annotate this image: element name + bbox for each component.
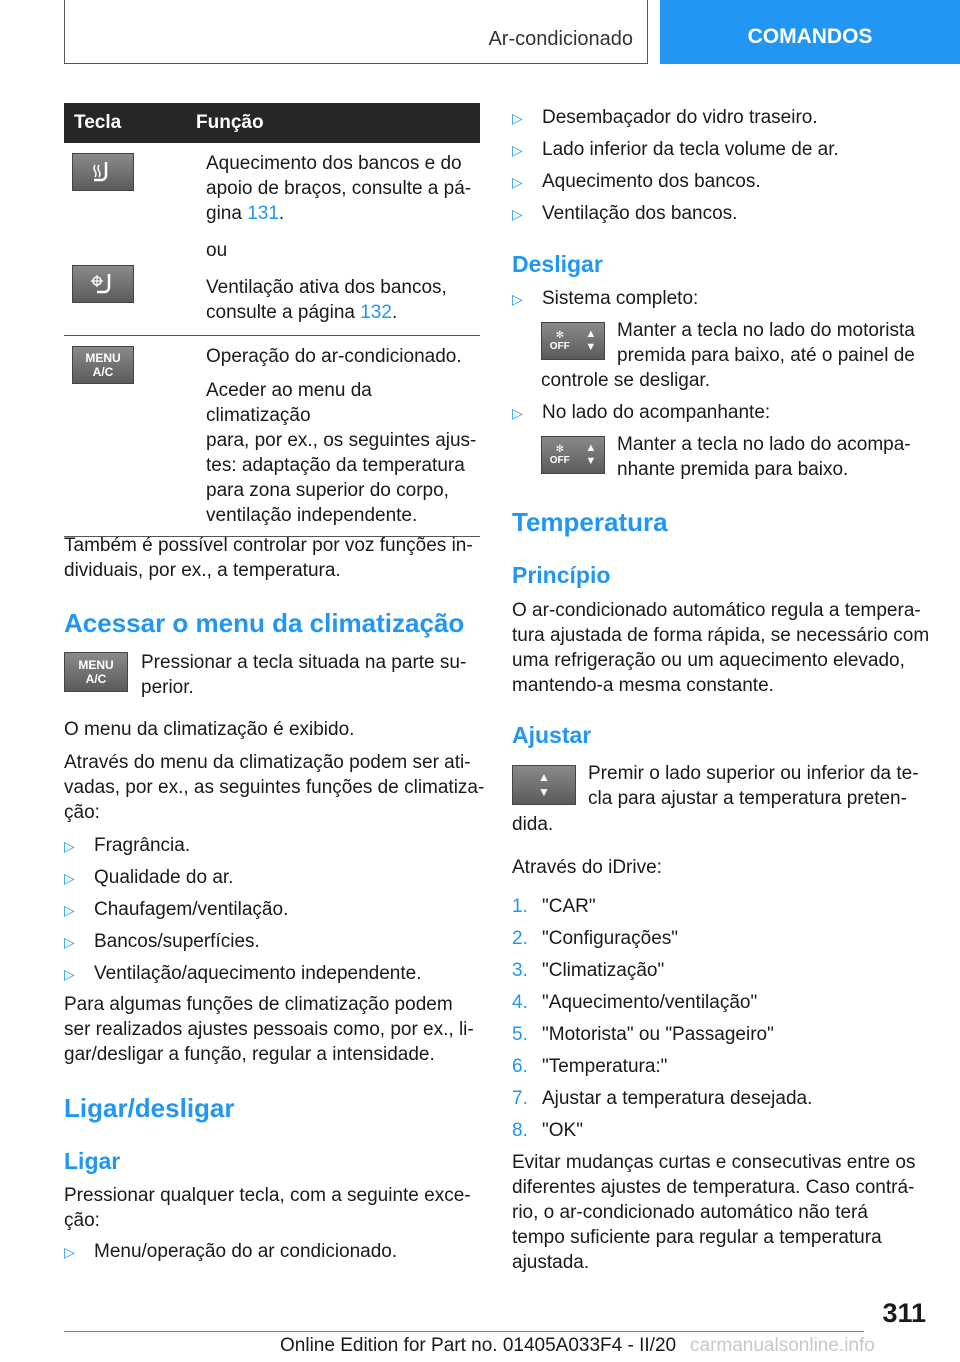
temperature-rocker-key-icon [512, 765, 576, 805]
arrow-up-icon: ▲ [538, 770, 550, 784]
arrow-down-icon: ▼ [538, 785, 550, 799]
seat-heating-key-icon [72, 153, 134, 191]
fan-icon: ✻ [555, 330, 564, 341]
list-item: ▷ Fragrância. [64, 833, 421, 865]
personal-settings-text: Para algumas funções de climatização podem ser realizados ajustes pessoais como, por ex., li- gar/desligar a função, regular a intensidade. [64, 994, 474, 1065]
list-item: ▷ Desembaçador do vidro traseiro. [512, 105, 839, 137]
footer-watermark: carmanualsonline.info [690, 1335, 875, 1356]
list-item: ▷ Qualidade do ar. [64, 865, 421, 897]
passenger-off-text: Manter a tecla no lado do acompa- nhante premida para baixo. [617, 434, 911, 480]
exception-list [512, 105, 839, 233]
adjust-text: Premir o lado superior ou inferior da te- cla para ajustar a temperatura preten- [588, 763, 919, 809]
table-row: MENU A/C Operação do ar-condicionado. Aceder ao menu da climatização para, por ex., os seguintes ajus- tes: adaptação da temperatura para zona superior do corpo, ventilação independente. [64, 336, 480, 537]
col-function-header: Função [186, 103, 480, 143]
arrow-up-icon: ▲ [585, 328, 597, 340]
page-number: 311 [882, 1298, 926, 1328]
row1b-text: Ventilação ativa dos bancos, consulte a página 132. [206, 277, 447, 323]
arrow-down-icon: ▼ [585, 341, 597, 353]
list-item: ▷ Aquecimento dos bancos. [512, 169, 839, 201]
or-text: ou [206, 240, 228, 261]
list-item: ▷ Lado inferior da tecla volume de ar. [512, 137, 839, 169]
fan-off-key-icon: ✻ OFF ▲ ▼ [541, 322, 605, 360]
list-item: 6. "Temperatura:" [512, 1056, 668, 1077]
list-item: 4. "Aquecimento/ventilação" [512, 992, 758, 1013]
triangle-bullet-icon: ▷ [512, 206, 523, 222]
triangle-bullet-icon: ▷ [64, 838, 75, 854]
heading-on-off: Ligar/desligar [64, 1093, 235, 1123]
list-item: 8. "OK" [512, 1120, 583, 1141]
triangle-bullet-icon: ▷ [512, 110, 523, 126]
menu-shown-text: O menu da climatização é exibido. [64, 719, 355, 740]
list-item: ▷ Menu/operação do ar condicionado. [64, 1239, 397, 1265]
heading-menu: Acessar o menu da climatização [64, 608, 465, 638]
triangle-bullet-icon: ▷ [64, 1244, 75, 1260]
final-text: Evitar mudanças curtas e consecutivas entre os diferentes ajustes de temperatura. Caso contrá- rio, o ar-condicionado automático não terá tempo suficiente para regular a temperatura ajustada. [512, 1152, 916, 1273]
footer-divider [64, 1331, 864, 1332]
section-title: Ar-condicionado [488, 28, 633, 50]
list-item: ▷ No lado do acompanhante: [512, 400, 770, 426]
menu-functions-text: Através do menu da climatização podem ser ati- vadas, por ex., as seguintes funções de climatiza- ção: [64, 752, 485, 823]
list-item: 3. "Climatização" [512, 960, 665, 981]
triangle-bullet-icon: ▷ [512, 405, 523, 421]
seat-ventilation-key-icon [72, 265, 134, 303]
triangle-bullet-icon: ▷ [512, 142, 523, 158]
heading-temperature: Temperatura [512, 507, 668, 537]
triangle-bullet-icon: ▷ [64, 870, 75, 886]
list-item: ▷ Ventilação/aquecimento independente. [64, 961, 421, 993]
list-item: ▷ Ventilação dos bancos. [512, 201, 839, 233]
list-item: ▷ Sistema completo: [512, 286, 698, 312]
on-text: Pressionar qualquer tecla, com a seguinte exce- ção: [64, 1185, 471, 1231]
list-item: ▷ Chaufagem/ventilação. [64, 897, 421, 929]
table-row [64, 143, 480, 336]
arrow-up-icon: ▲ [585, 442, 597, 454]
row2b-text: Aceder ao menu da climatização para, por ex., os seguintes ajus- tes: adaptação da temperatura para zona superior do corpo, ventilação independente. [206, 380, 477, 526]
heading-on: Ligar [64, 1148, 121, 1174]
steps-list [512, 894, 812, 1150]
key-table [64, 103, 480, 537]
menu-ac-key-icon: MENU A/C [64, 652, 128, 692]
list-item: 1. "CAR" [512, 896, 596, 917]
footer-edition: Online Edition for Part no. 01405A033F4 - II/20 [280, 1335, 677, 1356]
heading-principle: Princípio [512, 562, 611, 588]
adjust-text-cont: dida. [512, 814, 554, 835]
triangle-bullet-icon: ▷ [512, 291, 523, 307]
arrow-down-icon: ▼ [585, 455, 597, 467]
triangle-bullet-icon: ▷ [64, 902, 75, 918]
triangle-bullet-icon: ▷ [512, 174, 523, 190]
triangle-bullet-icon: ▷ [64, 934, 75, 950]
header-box [64, 0, 648, 64]
row1a-text: Aquecimento dos bancos e do apoio de braços, consulte a pá- gina 131. [206, 153, 472, 224]
heading-off: Desligar [512, 251, 603, 277]
list-item: 5. "Motorista" ou "Passageiro" [512, 1024, 774, 1045]
fan-icon: ✻ [555, 444, 564, 455]
function-list [64, 833, 421, 993]
driver-off-text-cont: controle se desligar. [541, 370, 710, 391]
list-item: 7. Ajustar a temperatura desejada. [512, 1088, 813, 1109]
fan-off-key-icon: ✻ OFF ▲ ▼ [541, 436, 605, 474]
menu-ac-key-icon: MENU A/C [72, 346, 134, 384]
list-item: ▷ Bancos/superfícies. [64, 929, 421, 961]
heading-adjust: Ajustar [512, 722, 592, 748]
col-key-header: Tecla [64, 103, 186, 143]
principle-text: O ar-condicionado automático regula a tempera- tura ajustada de forma rápida, se necessário com uma refrigeração ou um aquecimento elevado, mantendo-a mesma constante. [512, 600, 930, 696]
table-header [64, 103, 480, 143]
list-item: 2. "Configurações" [512, 928, 679, 949]
idrive-text: Através do iDrive: [512, 857, 662, 878]
driver-off-text: Manter a tecla no lado do motorista premida para baixo, até o painel de [617, 320, 915, 366]
page-ref-link[interactable]: 132 [360, 302, 392, 323]
voice-paragraph: Também é possível controlar por voz funções in- dividuais, por ex., a temperatura. [64, 535, 473, 581]
menu-key-text: Pressionar a tecla situada na parte su- perior. [141, 652, 467, 698]
triangle-bullet-icon: ▷ [64, 966, 75, 982]
chapter-tab[interactable]: COMANDOS [660, 0, 960, 64]
page-ref-link[interactable]: 131 [247, 203, 279, 224]
